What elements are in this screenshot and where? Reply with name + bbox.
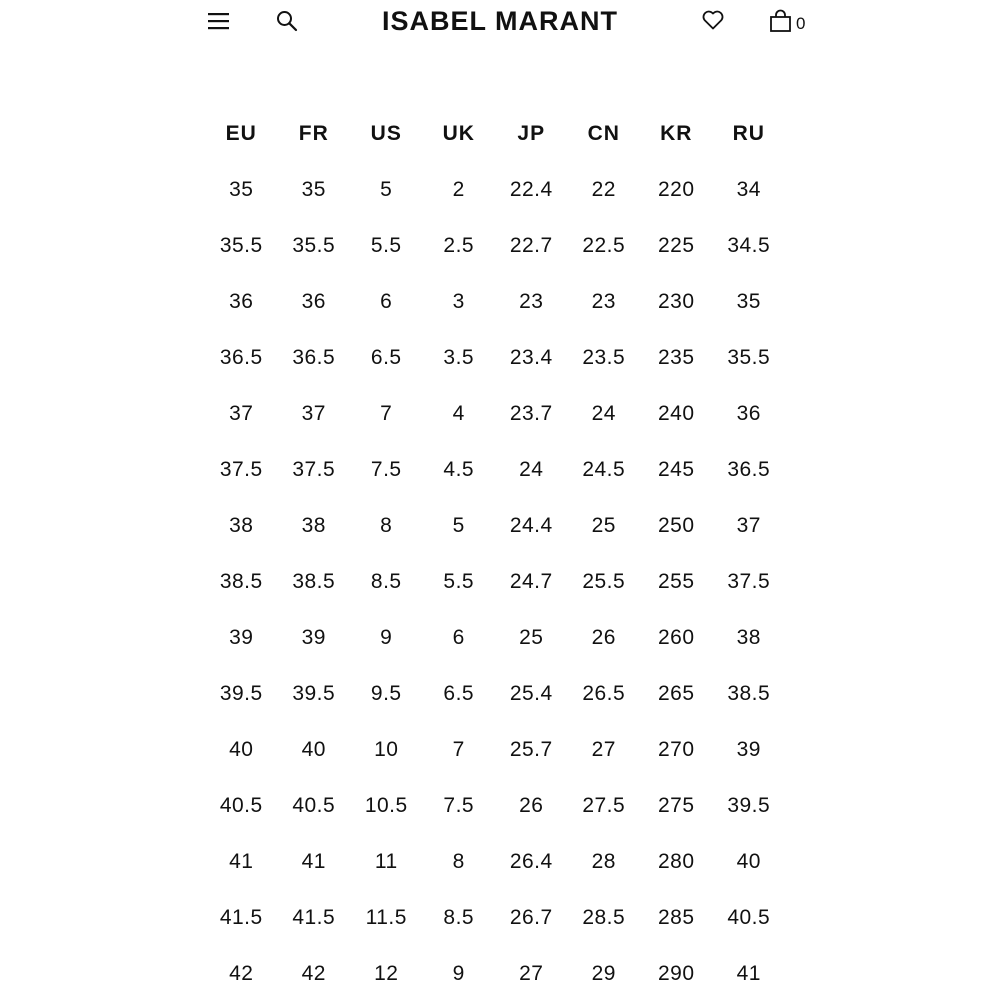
size-cell-uk: 4 (452, 402, 465, 425)
size-cell-jp: 23.4 (509, 346, 553, 369)
size-cell-jp: 22.7 (509, 234, 553, 257)
size-cell-cn: 26 (591, 626, 616, 649)
size-cell-cn: 24 (591, 402, 616, 425)
size-cell-eu: 38.5 (219, 570, 263, 593)
column-header-eu: EU (225, 122, 257, 145)
size-cell-ru: 40.5 (727, 906, 771, 929)
size-cell-jp: 26.7 (509, 906, 553, 929)
size-cell-fr: 39.5 (292, 682, 336, 705)
size-cell-fr: 38.5 (292, 570, 336, 593)
size-cell-cn: 29 (591, 962, 616, 985)
size-cell-eu: 42 (229, 962, 254, 985)
column-header-us: US (370, 122, 402, 145)
table-row (205, 330, 785, 386)
size-cell-kr: 280 (657, 850, 695, 873)
table-row (205, 274, 785, 330)
table-row (205, 722, 785, 778)
size-cell-kr: 250 (657, 514, 695, 537)
shopping-bag-icon (768, 8, 794, 34)
table-body (205, 162, 785, 1002)
column-header-uk: UK (442, 122, 475, 145)
size-cell-us: 11 (374, 850, 398, 873)
size-cell-us: 7 (380, 402, 393, 425)
size-cell-jp: 26 (519, 794, 544, 817)
size-cell-ru: 37.5 (727, 570, 771, 593)
size-cell-ru: 39 (736, 738, 761, 761)
size-cell-us: 7.5 (370, 458, 402, 481)
size-cell-cn: 25 (591, 514, 616, 537)
heart-icon (701, 8, 725, 32)
size-cell-eu: 39.5 (219, 682, 263, 705)
size-cell-jp: 25 (519, 626, 544, 649)
size-cell-ru: 34.5 (727, 234, 771, 257)
size-cell-ru: 40 (736, 850, 761, 873)
size-cell-us: 5 (380, 178, 393, 201)
column-header-jp: JP (517, 122, 546, 145)
size-cell-fr: 37 (301, 402, 326, 425)
size-cell-cn: 27 (591, 738, 616, 761)
size-cell-kr: 220 (657, 178, 695, 201)
size-cell-ru: 38 (736, 626, 761, 649)
size-cell-eu: 40.5 (219, 794, 263, 817)
table-row (205, 610, 785, 666)
table-row (205, 442, 785, 498)
size-cell-kr: 260 (657, 626, 695, 649)
size-cell-cn: 26.5 (582, 682, 626, 705)
size-cell-uk: 9 (452, 962, 465, 985)
search-button[interactable] (275, 9, 299, 33)
size-cell-uk: 8 (452, 850, 465, 873)
size-cell-cn: 28.5 (582, 906, 626, 929)
table-row (205, 778, 785, 834)
size-cell-fr: 39 (301, 626, 326, 649)
site-header (0, 0, 1000, 44)
size-cell-fr: 38 (301, 514, 326, 537)
size-cell-kr: 275 (657, 794, 695, 817)
size-cell-uk: 6 (452, 626, 465, 649)
size-cell-kr: 240 (657, 402, 695, 425)
size-cell-us: 5.5 (370, 234, 402, 257)
cart-button[interactable] (768, 8, 812, 36)
size-cell-eu: 35 (229, 178, 254, 201)
size-cell-jp: 24.4 (509, 514, 553, 537)
size-cell-eu: 41 (229, 850, 254, 873)
size-cell-cn: 24.5 (582, 458, 626, 481)
table-row (205, 890, 785, 946)
size-cell-us: 10.5 (364, 794, 408, 817)
cart-count-badge: 0 (796, 14, 806, 33)
size-cell-ru: 37 (736, 514, 761, 537)
size-cell-jp: 26.4 (509, 850, 553, 873)
table-row (205, 386, 785, 442)
table-row (205, 218, 785, 274)
size-cell-eu: 36.5 (219, 346, 263, 369)
size-cell-ru: 34 (736, 178, 761, 201)
size-cell-eu: 35.5 (219, 234, 263, 257)
table-row (205, 834, 785, 890)
size-cell-jp: 23.7 (509, 402, 553, 425)
brand-logo[interactable]: ISABEL MARANT (381, 6, 618, 36)
size-cell-eu: 36 (229, 290, 254, 313)
wishlist-button[interactable] (701, 8, 725, 32)
table-row (205, 946, 785, 1002)
table-row (205, 554, 785, 610)
size-cell-ru: 35.5 (727, 346, 771, 369)
column-header-kr: KR (660, 122, 693, 145)
column-header-ru: RU (732, 122, 765, 145)
size-cell-jp: 27 (519, 962, 544, 985)
size-cell-uk: 8.5 (443, 906, 475, 929)
size-cell-uk: 7 (452, 738, 465, 761)
size-cell-us: 6.5 (370, 346, 402, 369)
size-cell-fr: 41.5 (292, 906, 336, 929)
size-cell-jp: 22.4 (509, 178, 553, 201)
size-cell-kr: 270 (657, 738, 695, 761)
size-cell-jp: 24.7 (509, 570, 553, 593)
size-cell-fr: 40.5 (292, 794, 336, 817)
menu-button[interactable] (207, 10, 231, 32)
size-cell-cn: 25.5 (582, 570, 626, 593)
size-conversion-table (205, 106, 785, 1002)
size-cell-jp: 25.4 (509, 682, 553, 705)
size-cell-eu: 41.5 (219, 906, 263, 929)
size-cell-cn: 28 (591, 850, 616, 873)
size-cell-uk: 5 (452, 514, 465, 537)
size-cell-ru: 36.5 (727, 458, 771, 481)
size-cell-kr: 265 (657, 682, 695, 705)
size-cell-uk: 2 (452, 178, 465, 201)
column-header-fr: FR (298, 122, 329, 145)
search-icon (275, 9, 299, 33)
size-cell-ru: 35 (736, 290, 761, 313)
table-row (205, 162, 785, 218)
size-cell-fr: 37.5 (292, 458, 336, 481)
size-cell-jp: 24 (519, 458, 544, 481)
size-cell-jp: 25.7 (509, 738, 553, 761)
size-cell-uk: 3 (452, 290, 465, 313)
size-cell-cn: 23 (591, 290, 616, 313)
size-cell-us: 8.5 (370, 570, 402, 593)
size-cell-fr: 36 (301, 290, 326, 313)
size-cell-us: 12 (374, 962, 399, 985)
size-cell-fr: 40 (301, 738, 326, 761)
size-cell-eu: 40 (229, 738, 254, 761)
table-header-row (205, 106, 785, 162)
size-cell-ru: 41 (736, 962, 761, 985)
size-cell-us: 9 (380, 626, 393, 649)
size-cell-cn: 23.5 (582, 346, 626, 369)
size-cell-us: 6 (380, 290, 393, 313)
size-cell-uk: 5.5 (443, 570, 475, 593)
size-cell-ru: 38.5 (727, 682, 771, 705)
size-cell-kr: 225 (657, 234, 695, 257)
table-row (205, 666, 785, 722)
size-cell-cn: 22 (591, 178, 616, 201)
size-cell-us: 9.5 (370, 682, 402, 705)
size-cell-cn: 22.5 (582, 234, 626, 257)
size-cell-kr: 285 (657, 906, 695, 929)
size-cell-eu: 37.5 (219, 458, 263, 481)
size-cell-uk: 2.5 (443, 234, 475, 257)
size-cell-uk: 7.5 (443, 794, 475, 817)
size-cell-uk: 6.5 (443, 682, 475, 705)
size-cell-kr: 230 (657, 290, 695, 313)
size-cell-eu: 38 (229, 514, 254, 537)
size-cell-us: 8 (380, 514, 393, 537)
size-cell-us: 11.5 (365, 906, 407, 929)
size-cell-kr: 290 (657, 962, 695, 985)
size-cell-eu: 37 (229, 402, 254, 425)
size-cell-fr: 36.5 (292, 346, 336, 369)
size-cell-eu: 39 (229, 626, 254, 649)
size-cell-fr: 41 (301, 850, 326, 873)
hamburger-menu-icon (207, 10, 231, 32)
size-cell-ru: 39.5 (727, 794, 771, 817)
column-header-cn: CN (587, 122, 620, 145)
size-cell-fr: 35 (301, 178, 326, 201)
size-cell-fr: 42 (301, 962, 326, 985)
size-cell-fr: 35.5 (292, 234, 336, 257)
size-cell-us: 10 (374, 738, 399, 761)
size-cell-kr: 245 (657, 458, 695, 481)
size-cell-kr: 255 (657, 570, 695, 593)
table-row (205, 498, 785, 554)
size-cell-ru: 36 (736, 402, 761, 425)
size-cell-kr: 235 (657, 346, 695, 369)
size-cell-jp: 23 (519, 290, 544, 313)
size-cell-cn: 27.5 (582, 794, 626, 817)
size-cell-uk: 4.5 (443, 458, 475, 481)
size-cell-uk: 3.5 (443, 346, 475, 369)
